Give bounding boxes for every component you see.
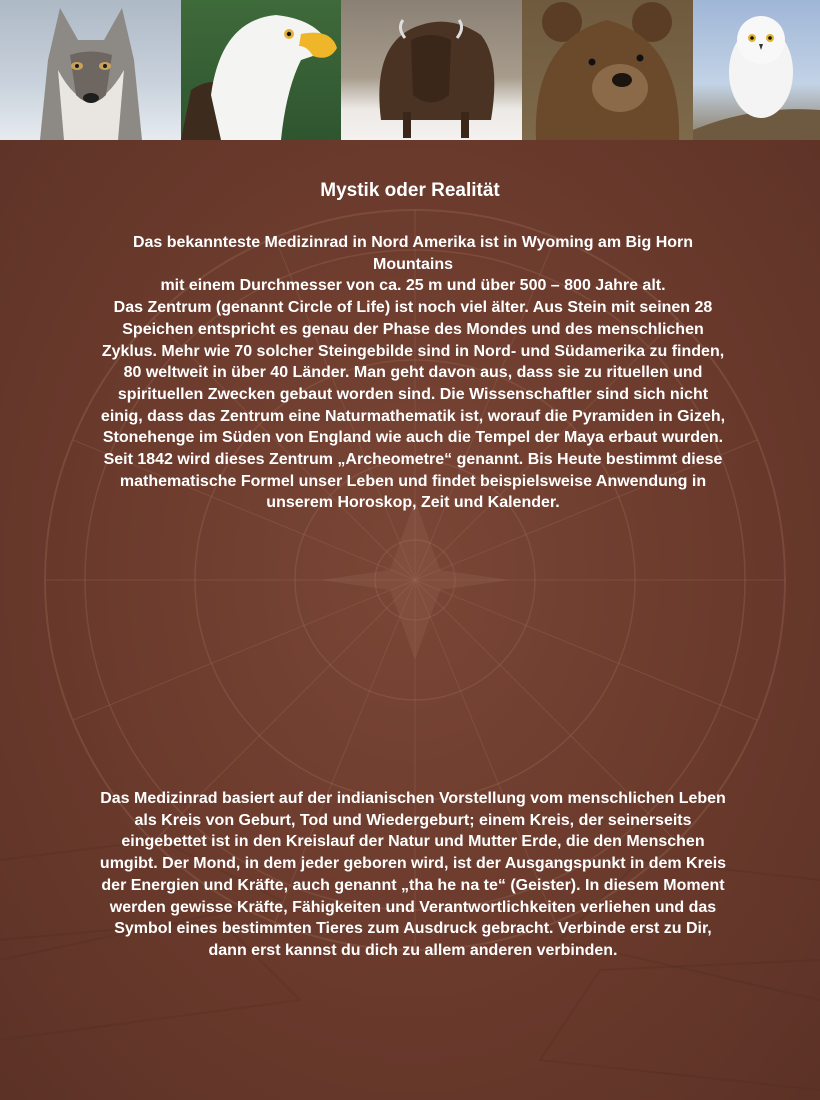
wolf-photo xyxy=(0,0,181,140)
eagle-icon xyxy=(181,0,341,140)
article-paragraph-2: Das Medizinrad basiert auf der indianischen Vorstellung vom menschlichen Leben als Kreis von Geburt, Tod und Wiedergeburt; einem Kreis, der seinerseits eingebettet ist in den Kreislauf der Natur und Mutter Erde, die den Menschen umgibt. Der Mond, in dem jeder geboren wird, ist der Ausgangspunkt in dem Kreis der Energien und Kräfte, auch genannt „tha he na te“ (Geister). In diesem Moment werden gewisse Kräfte, Fähigkeiten und Verantwortlichkeiten verliehen und das Symbol eines bestimmten Tieres zum Ausdruck gebracht. Verbinde erst zu Dir, dann erst kannst du dich zu allem anderen verbinden. xyxy=(99,790,727,959)
article-paragraph-1: Das bekannteste Medizinrad in Nord Amerika ist in Wyoming am Big Horn Mountains mit einem Durchmesser von ca. 25 m und über 500 – 800 Jahre alt. Das Zentrum (genannt Circle of Life) ist noch viel älter. Aus Stein mit seinen 28 Speichen entspricht es genau der Phase des Mondes und des menschlichen Zyklus. Mehr wie 70 solcher Steingebilde sind in Nord- und Südamerika zu finden, 80 weltweit in über 40 Länder. Man geht davon aus, dass sie zu rituellen und spirituellen Zwecken gebaut worden sind. Die Wissenschaftler sind sich nicht einig, dass das Zentrum eine Naturmathematik ist, worauf die Pyramiden in Gizeh, Stonehenge im Süden von England wie auch die Tempel der Maya erbaut wurden. Seit 1842 wird dieses Zentrum „Archeometre“ genannt. Bis Heute bestimmt diese mathematische Formel unser Leben und findet beispielsweise Anwendung in unserem Horoskop, Zeit und Kalender. xyxy=(100,234,726,512)
brown-bear-photo xyxy=(522,0,693,140)
bear-icon xyxy=(522,0,693,140)
animal-photo-strip xyxy=(0,0,820,140)
owl-icon xyxy=(693,0,820,140)
bison-photo xyxy=(341,0,522,140)
wolf-icon xyxy=(0,0,181,140)
snowy-owl-photo xyxy=(693,0,820,140)
bald-eagle-photo xyxy=(181,0,341,140)
bison-icon xyxy=(341,0,522,140)
article-title: Mystik oder Realität xyxy=(320,180,500,201)
